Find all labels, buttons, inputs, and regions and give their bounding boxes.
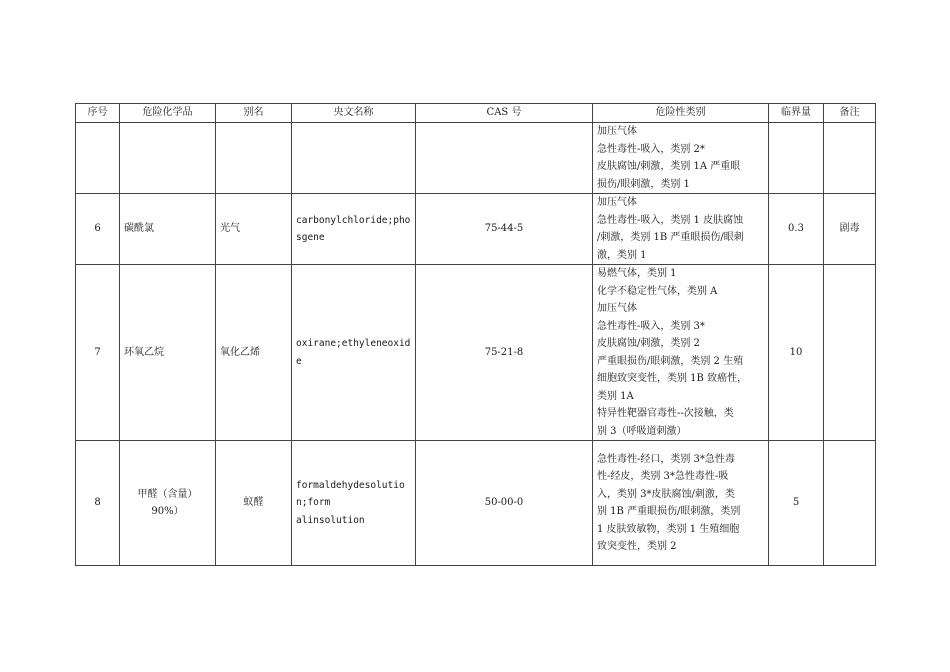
hazard-line: 类别 1A <box>597 390 634 402</box>
cell-english-name: carbonylchloride;phosgene <box>292 194 416 265</box>
hazard-line: 皮肤腐蚀/刺激，类别 1A 严重眼 <box>597 161 741 172</box>
cell-hazard-class <box>593 194 769 265</box>
hazard-line: /刺激，类别 1B 严重眼损伤/眼刺 <box>597 232 744 243</box>
hazard-line: 急性毒性-吸入，类别 1 皮肤腐蚀 <box>597 214 744 226</box>
hazard-line: 加压气体 <box>597 303 637 314</box>
hazardous-chemicals-table <box>75 103 876 566</box>
hazard-line: 化学不稳定性气体，类别 A <box>597 285 718 297</box>
hazard-line: 性-经皮，类别 3*急性毒性-吸 <box>597 471 729 482</box>
hazard-line: 加压气体 <box>597 126 637 137</box>
cell-note <box>824 265 876 441</box>
hazard-line: 别 3（呼吸道刺激） <box>597 425 687 437</box>
header-alias: 别名 <box>216 104 292 123</box>
cell-hazard-class <box>593 123 769 194</box>
hazard-line: 激，类别 1 <box>597 249 647 261</box>
header-note: 备注 <box>824 104 876 123</box>
chemical-name-line: 甲醛（含量） <box>137 489 198 500</box>
hazard-line: 严重眼损伤/眼刺激，类别 2 生殖 <box>597 355 744 367</box>
cell-note <box>824 441 876 566</box>
english-name-line: alinsolution <box>296 514 365 526</box>
cell-cas <box>416 123 593 194</box>
header-no: 序号 <box>76 104 120 123</box>
cell-cas: 75-44-5 <box>416 194 593 265</box>
cell-chemical: 碳酰氯 <box>120 194 216 265</box>
hazard-line: 加压气体 <box>597 197 637 208</box>
cell-threshold: 5 <box>769 441 824 566</box>
cell-note <box>824 123 876 194</box>
table-row <box>76 194 876 265</box>
header-threshold: 临界量 <box>769 104 824 123</box>
hazard-line: 皮肤腐蚀/刺激，类别 2 <box>597 338 700 349</box>
hazard-line: 别 1B 严重眼损伤/眼刺激，类别 <box>597 506 741 517</box>
table-row <box>76 265 876 441</box>
header-chemical: 危险化学品 <box>120 104 216 123</box>
cell-threshold <box>769 123 824 194</box>
table-header-row <box>76 104 876 123</box>
table-row <box>76 123 876 194</box>
cell-no: 8 <box>76 441 120 566</box>
hazard-line: 入，类别 3*皮肤腐蚀/刺激，类 <box>597 488 735 500</box>
hazard-line: 易燃气体，类别 1 <box>597 268 677 279</box>
cell-hazard-class <box>593 441 769 566</box>
cell-alias: 光气 <box>216 194 292 265</box>
hazard-line: 致突变性，类别 2 <box>597 541 677 552</box>
cell-chemical <box>120 441 216 566</box>
header-cas: CAS 号 <box>416 104 593 123</box>
cell-note: 剧毒 <box>824 194 876 265</box>
hazard-line: 急性毒性-吸入，类别 2* <box>597 143 705 155</box>
english-name-line: formaldehydesolution;form <box>296 479 405 509</box>
header-hazard-class: 危险性类别 <box>593 104 769 123</box>
cell-chemical: 环氧乙烷 <box>120 265 216 441</box>
table-row <box>76 441 876 566</box>
chemical-name-line: 90%） <box>151 506 184 517</box>
cell-chemical <box>120 123 216 194</box>
cell-english-name <box>292 441 416 566</box>
hazard-line: 特异性靶器官毒性--次接触，类 <box>597 408 734 419</box>
hazard-line: 急性毒性-吸入，类别 3* <box>597 320 705 332</box>
cell-cas: 75-21-8 <box>416 265 593 441</box>
cell-no <box>76 123 120 194</box>
cell-hazard-class <box>593 265 769 441</box>
cell-threshold: 10 <box>769 265 824 441</box>
cell-alias <box>216 123 292 194</box>
cell-threshold: 0.3 <box>769 194 824 265</box>
header-english-name: 央文名称 <box>292 104 416 123</box>
cell-no: 7 <box>76 265 120 441</box>
cell-english-name: oxirane;ethyleneoxide <box>292 265 416 441</box>
cell-no: 6 <box>76 194 120 265</box>
cell-cas: 50-00-0 <box>416 441 593 566</box>
hazard-line: 细胞致突变性，类别 1B 致癌性， <box>597 373 748 384</box>
cell-english-name <box>292 123 416 194</box>
hazard-line: 急性毒性-经口，类别 3*急性毒 <box>597 453 735 465</box>
cell-alias: 氧化乙烯 <box>216 265 292 441</box>
hazard-line: 损伤/眼刺激，类别 1 <box>597 178 690 190</box>
cell-alias: 蚁醛 <box>216 441 292 566</box>
hazard-line: 1 皮肤致敏物，类别 1 生殖细胞 <box>597 523 740 535</box>
